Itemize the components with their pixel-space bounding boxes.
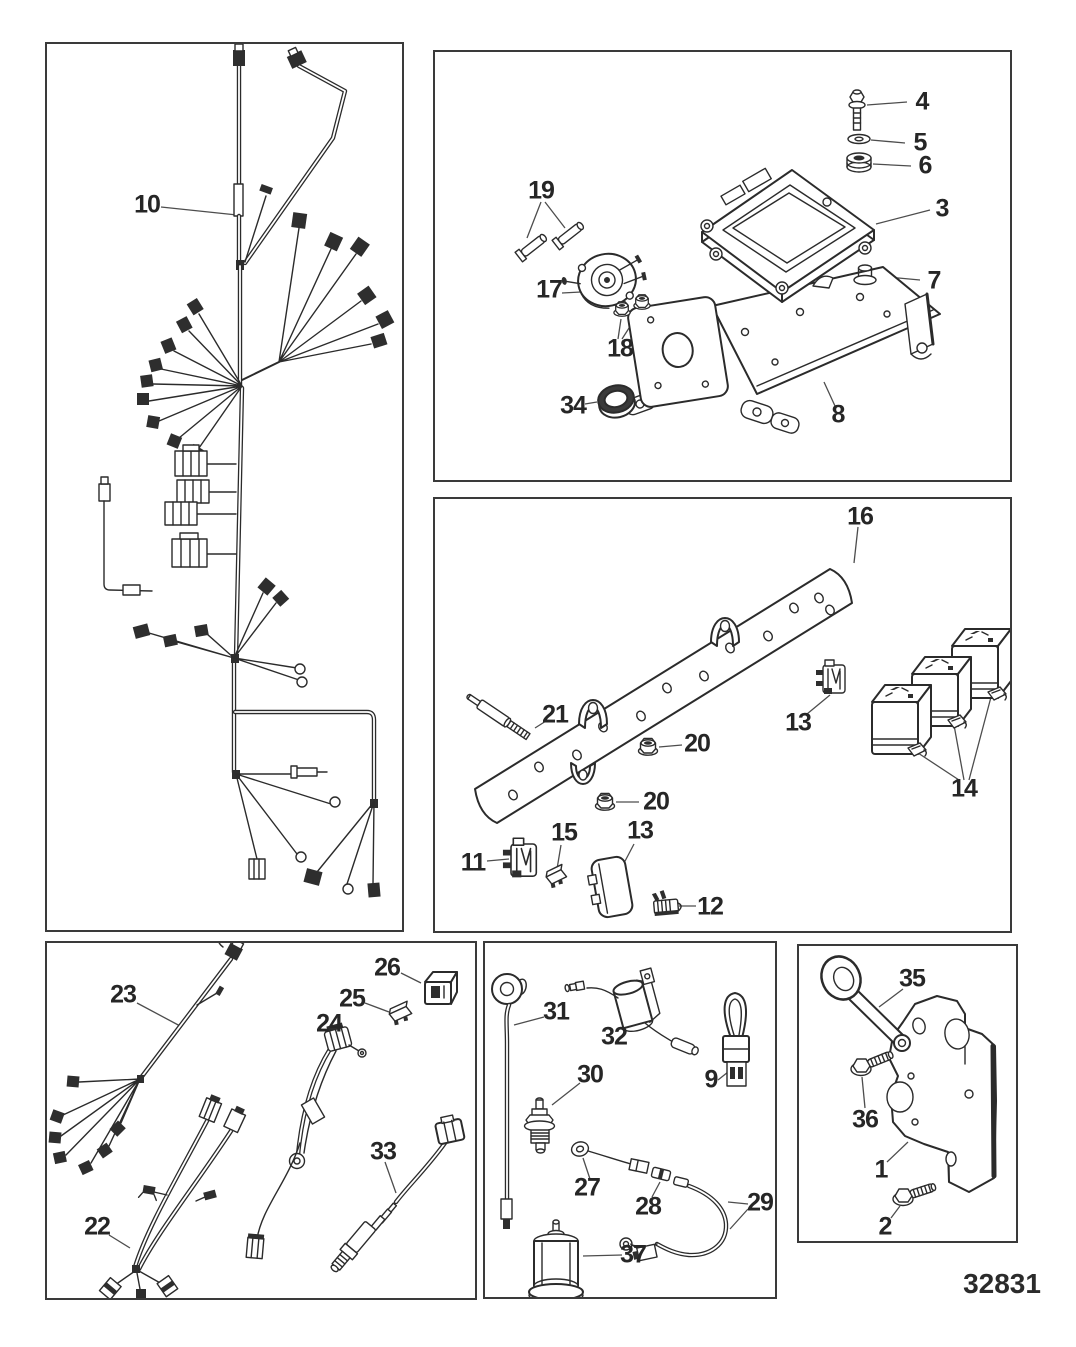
callout-30: 30	[577, 1060, 603, 1089]
callout-35: 35	[899, 964, 925, 993]
callout-4: 4	[915, 87, 929, 116]
bracket-16	[475, 569, 852, 823]
clip-12	[652, 889, 682, 916]
callout-34: 34	[560, 391, 586, 420]
callout-16: 16	[847, 502, 873, 531]
callout-6: 6	[918, 151, 932, 180]
callout-19: 19	[528, 176, 554, 205]
callout-31: 31	[543, 997, 569, 1026]
coil-32	[565, 968, 700, 1057]
relay-bracket-art	[435, 499, 1010, 931]
callout-20-lower: 20	[643, 787, 669, 816]
callout-18: 18	[607, 334, 633, 363]
callout-21: 21	[542, 700, 568, 729]
clip-11	[503, 838, 536, 877]
harness-10	[99, 44, 394, 897]
panel-ecm	[433, 50, 1012, 482]
callout-11: 11	[460, 848, 486, 877]
callout-37: 37	[620, 1240, 646, 1269]
screw-4	[849, 90, 865, 130]
callout-12: 12	[697, 892, 723, 921]
callout-10: 10	[134, 190, 160, 219]
nut-20-lower	[596, 794, 615, 811]
panel-sensors	[483, 941, 777, 1299]
callout-13-upper: 13	[785, 708, 811, 737]
callout-32: 32	[601, 1022, 627, 1051]
callout-13-lower: 13	[627, 816, 653, 845]
callout-23: 23	[110, 980, 136, 1009]
jumper-9	[723, 993, 749, 1086]
panel-mount-bracket	[797, 944, 1018, 1243]
bolt-2	[893, 1183, 937, 1206]
harness-22	[99, 1093, 247, 1298]
callout-17: 17	[536, 275, 562, 304]
main-harness-art	[47, 44, 402, 930]
lead-assembly-24	[246, 1021, 366, 1258]
ecm-art	[435, 52, 1010, 480]
panel-aux-harnesses	[45, 941, 477, 1300]
callout-26: 26	[374, 953, 400, 982]
callout-33: 33	[370, 1137, 396, 1166]
pressure-switch-30	[525, 1098, 555, 1153]
drawing-number: 32831	[963, 1268, 1041, 1299]
lifting-eye-35	[814, 950, 910, 1051]
bracket-1	[887, 996, 996, 1192]
fuse-15	[544, 864, 568, 889]
callout-8: 8	[831, 400, 845, 429]
connector-28	[651, 1167, 689, 1188]
fuse-25	[388, 1001, 414, 1026]
callout-20-upper: 20	[684, 729, 710, 758]
pins-19	[515, 220, 586, 262]
callout-15: 15	[551, 818, 577, 847]
callout-14: 14	[951, 774, 977, 803]
callout-25: 25	[339, 984, 365, 1013]
callout-24: 24	[316, 1009, 342, 1038]
panel-relay-bracket	[433, 497, 1012, 933]
knock-sensor-31	[492, 974, 528, 1229]
callout-27: 27	[574, 1173, 600, 1202]
callout-3: 3	[935, 194, 949, 223]
panel-main-harness	[45, 42, 404, 932]
callout-7: 7	[927, 266, 941, 295]
washer-5	[848, 135, 870, 144]
lead-27	[570, 1140, 649, 1173]
cover-13-lower	[585, 855, 633, 919]
harness-23	[49, 943, 246, 1175]
callout-1: 1	[874, 1155, 888, 1184]
relays-14	[872, 629, 1010, 756]
bolt-36	[851, 1051, 894, 1076]
fuse-holder-26	[425, 972, 457, 1004]
callout-9: 9	[704, 1065, 718, 1094]
callout-2: 2	[878, 1212, 892, 1241]
callout-29: 29	[747, 1188, 773, 1217]
nut-20-upper	[639, 739, 658, 756]
callout-36: 36	[852, 1105, 878, 1134]
callout-5: 5	[913, 128, 927, 157]
clip-13-upper	[816, 660, 845, 694]
callout-22: 22	[84, 1212, 110, 1241]
grommet-6	[847, 153, 871, 172]
stud-21	[465, 692, 531, 741]
oil-sender-37	[529, 1220, 583, 1297]
callout-28: 28	[635, 1192, 661, 1221]
